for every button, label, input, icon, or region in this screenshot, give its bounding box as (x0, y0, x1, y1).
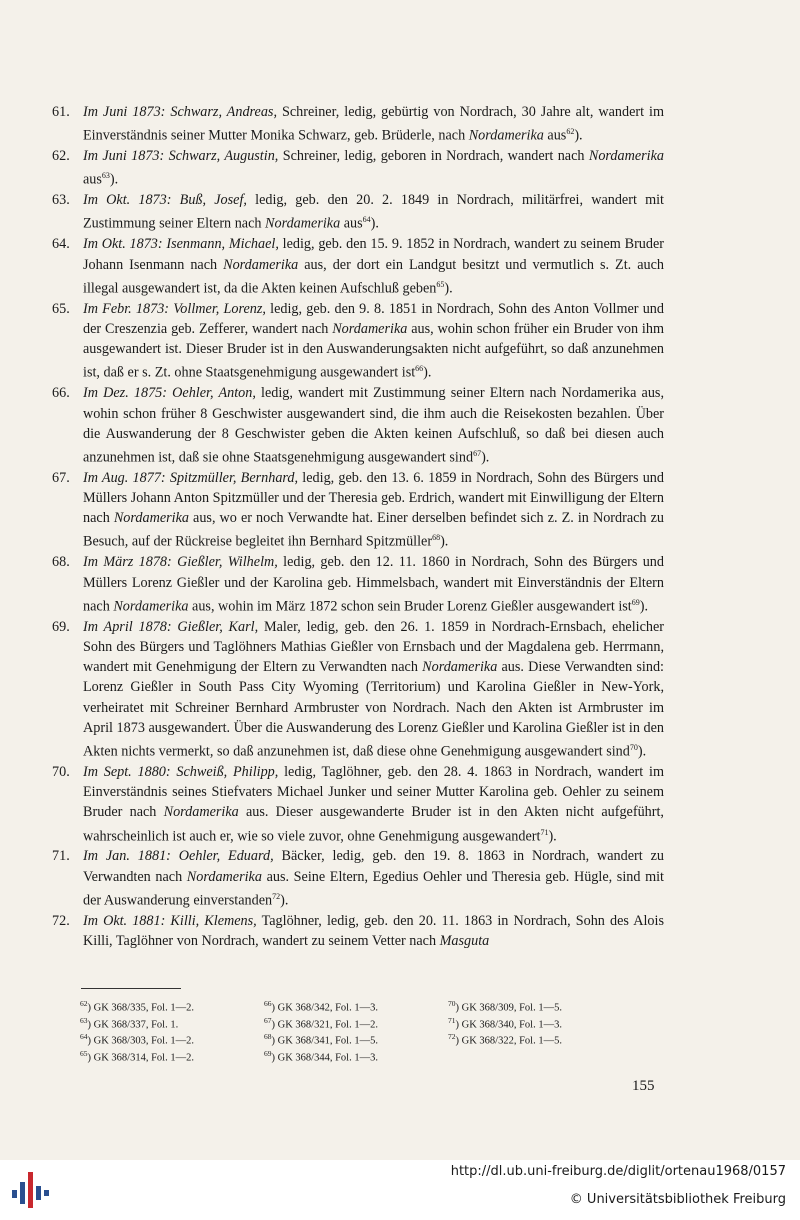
entry-date-and-name: Im Okt. 1873: Buß, Josef, (83, 192, 247, 209)
footnote-reference[interactable]: 68 (432, 533, 441, 543)
entry-number: 63. (52, 192, 70, 209)
footnote-text: GK 368/344, Fol. 1—3. (277, 1052, 378, 1063)
footnote-text: GK 368/314, Fol. 1—2. (93, 1052, 194, 1063)
emigration-entry (52, 299, 664, 384)
entry-closing-punctuation: ). (440, 534, 449, 551)
entry-text (83, 468, 664, 553)
footnote (80, 996, 264, 1013)
entry-closing-punctuation: ). (639, 598, 649, 615)
footnote-reference[interactable]: 64 (362, 215, 371, 225)
footnote-rule (81, 988, 181, 989)
footnote-reference[interactable]: 62 (566, 127, 575, 137)
entry-date-and-name: Im Febr. 1873: Vollmer, Lorenz, (83, 300, 266, 317)
footnote-text: GK 368/303, Fol. 1—2. (93, 1035, 194, 1047)
entry-body: ledig, geb. den 20. 2. 1849 in Nordrach, militärfrei, wandert mit Zustimmung seiner Eltern nach (83, 192, 664, 233)
footnote-text: GK 368/335, Fol. 1—2. (93, 1002, 194, 1014)
entry-text (83, 383, 664, 468)
footnote (80, 1029, 264, 1046)
footnote-bracket: ) (455, 1035, 462, 1047)
entry-body: ledig, geb. den 9. 8. 1851 in Nordrach, Sohn des Anton Vollmer und der Creszenzia geb. Zefferer, wandert nach (83, 300, 664, 337)
page-number: 155 (632, 1078, 655, 1094)
emigration-entry (52, 234, 664, 298)
footnote-reference[interactable]: 65 (436, 279, 445, 289)
footnote-number: 64 (80, 1032, 88, 1041)
entry-body-continued: aus. Dieser ausgewanderte Bruder ist in den Akten nicht aufgeführt, wahrscheinlich ist auch er, wie so viele zuvor, ohne Genehmigung ausgewandert (83, 804, 664, 845)
entry-destination: Nordamerika (163, 804, 239, 821)
footnote-bracket: ) (455, 1002, 462, 1014)
entry-body: Schreiner, ledig, geboren in Nordrach, wandert nach (278, 148, 589, 165)
entry-body-continued: aus. Diese Verwandten sind: Lorenz Gießler in South Pass City Wyoming (Territorium) und Karolina Gießler in New-York, verheiratet mit Schreiner Bernhard Armbruster von Nordrach. Nach den Akten ist Armbruster im April 1873 ausgewandert. Über die Auswanderung des Lorenz Gießler und Karolina Gießler ist in den Akten nichts vermerkt, so daß anzunehmen ist, daß diese ohne Genehmigung ausgewandert sind (83, 659, 664, 760)
footnote (264, 1013, 448, 1030)
footnote-bracket: ) (455, 1019, 462, 1030)
footnote-reference[interactable]: 63 (101, 171, 110, 181)
entry-destination: Nordamerika (113, 510, 189, 527)
footnote (448, 1013, 632, 1030)
emigration-entry (52, 102, 664, 146)
entry-body-continued: aus, der dort ein Landgut besitzt und vermutlich s. Zt. auch illegal ausgewandert ist, da die Akten keinen Aufschluß geben (83, 256, 664, 297)
footnote-text: GK 368/322, Fol. 1—5. (461, 1035, 562, 1047)
entry-closing-punctuation: ). (444, 280, 453, 297)
entry-date-and-name: Im Sept. 1880: Schweiß, Philipp, (83, 763, 279, 780)
footnote-reference[interactable]: 67 (473, 448, 482, 458)
footnote-reference[interactable]: 66 (415, 364, 424, 374)
footnote (264, 1046, 448, 1063)
entry-body: ledig, geb. den 15. 9. 1852 in Nordrach, wandert zu seinem Bruder Johann Isenmann nach (83, 236, 664, 273)
entry-number: 64. (52, 236, 70, 253)
footnote-text: GK 368/341, Fol. 1—5. (277, 1035, 378, 1047)
entry-date-and-name: Im Juni 1873: Schwarz, Augustin, (83, 148, 279, 165)
footnote-bracket: ) (271, 1035, 278, 1047)
footnote-text: GK 368/340, Fol. 1—3. (461, 1019, 562, 1030)
footnote-list (80, 996, 640, 1062)
footnote (448, 996, 632, 1013)
entry-number: 66. (52, 385, 70, 402)
entry-body-continued: aus (543, 127, 567, 144)
entry-text (83, 146, 664, 190)
entry-date-and-name: Im April 1878: Gießler, Karl, (83, 618, 259, 635)
entry-text (83, 552, 664, 616)
footnote-bracket: ) (87, 1052, 94, 1063)
footnote (80, 1013, 264, 1030)
entry-date-and-name: Im Okt. 1873: Isenmann, Michael, (83, 236, 279, 253)
entry-destination: Nordamerika (265, 216, 341, 233)
entry-date-and-name: Im Jan. 1881: Oehler, Eduard, (83, 848, 274, 865)
entry-destination: Nordamerika (223, 256, 299, 273)
entry-destination: Nordamerika (468, 127, 544, 144)
entry-body: Maler, ledig, geb. den 26. 1. 1859 in Nordrach-Ernsbach, ehelicher Sohn des Bürgers und Taglöhners Mathias Gießler von Ernsbach und der Magdalena geb. Herrmann, wandert mit Genehmigung der Eltern zu Verwandten nach (83, 618, 665, 676)
emigration-entry (52, 190, 664, 234)
footnote-reference[interactable]: 70 (629, 742, 638, 752)
entry-body: Bäcker, ledig, geb. den 19. 8. 1863 in Nordrach, wandert zu Verwandten nach (83, 848, 664, 885)
entry-body: Schreiner, ledig, gebürtig von Nordrach, 30 Jahre alt, wandert im Einverständnis seiner Mutter Monika Schwarz, geb. Brüderle, nach (83, 104, 664, 144)
entry-text (83, 299, 664, 384)
footnote-number: 70 (448, 999, 456, 1008)
entry-date-and-name: Im Dez. 1875: Oehler, Anton, (83, 385, 256, 402)
entry-text (83, 617, 664, 762)
emigration-entry (52, 552, 664, 616)
footnote-text: GK 368/321, Fol. 1—2. (277, 1019, 378, 1030)
entry-date-and-name: Im März 1878: Gießler, Wilhelm, (83, 554, 278, 571)
emigration-entry (52, 617, 664, 762)
footnote-number: 63 (80, 1015, 88, 1025)
footnote-bracket: ) (87, 1019, 94, 1030)
entry-body-continued: aus, wohin schon früher ein Bruder von ihm ausgewandert ist. Dieser Bruder ist in den Auswanderungsakten nicht aufgeführt, so daß anzunehmen ist, daß er s. Zt. ohne Staatsgenehmigung ausgewandert ist (83, 320, 664, 382)
emigration-entry (52, 146, 664, 190)
entry-body: ledig, Taglöhner, geb. den 28. 4. 1863 in Nordrach, wandert im Einverständnis seines Stiefvaters Michael Junker und seiner Mutter Karolina geb. Oehler zu seinem Bruder nach (83, 763, 664, 821)
entry-body-continued: aus. Seine Eltern, Egedius Oehler und Theresia geb. Hügle, sind mit der Auswanderung einverstanden (83, 868, 664, 909)
footnote-text: GK 368/342, Fol. 1—3. (277, 1002, 378, 1014)
entry-text (83, 234, 664, 298)
entry-closing-punctuation: ). (481, 449, 490, 466)
footnote-text: GK 368/309, Fol. 1—5. (461, 1002, 562, 1014)
library-logo-icon (10, 1168, 52, 1212)
entry-closing-punctuation: ). (574, 127, 583, 144)
footnote-number: 72 (448, 1032, 456, 1041)
entry-text (83, 846, 664, 910)
entry-date-and-name: Im Juni 1873: Schwarz, Andreas, (83, 104, 277, 120)
entry-destination: Nordamerika (422, 659, 498, 676)
entry-destination: Nordamerika (332, 320, 408, 337)
footnote-number: 65 (80, 1048, 88, 1058)
entry-body-continued: aus (83, 172, 102, 189)
emigration-entry (52, 383, 664, 468)
footnote-number: 67 (264, 1015, 272, 1025)
entry-body: ledig, geb. den 12. 11. 1860 in Nordrach, Sohn des Bürgers und Müllers Lorenz Gießler und der Karolina geb. Himmelsbach, wandert mit Einverständnis der Eltern nach (83, 554, 664, 615)
entry-destination: Masguta (439, 933, 490, 949)
permalink-url[interactable]: http://dl.ub.uni-freiburg.de/diglit/ortenau1968/0157 (450, 1164, 786, 1179)
emigration-entry (52, 846, 664, 910)
footnote (80, 1046, 264, 1063)
entry-number: 62. (52, 148, 70, 165)
emigration-entry (52, 468, 664, 553)
entry-body: Taglöhner, ledig, geb. den 20. 11. 1863 in Nordrach, Sohn des Alois Killi, Taglöhner von Nordrach, wandert zu seinem Vetter nach (83, 912, 664, 949)
emigration-entry (52, 762, 664, 847)
entry-text (83, 762, 664, 847)
footnote-number: 69 (264, 1048, 272, 1058)
emigration-entry-list (52, 102, 664, 951)
entry-body-continued: aus, wohin im März 1872 schon sein Bruder Lorenz Gießler ausgewandert ist (188, 598, 632, 615)
entry-body-continued: aus (340, 216, 363, 233)
entry-body-continued: aus, wo er noch Verwandte hat. Einer derselben befindet sich z. Z. in Nordrach zu Besuch, auf der Rückreise begleitet ihn Bernhard Spitzmüller (83, 510, 664, 551)
entry-number: 68. (52, 554, 70, 571)
entry-closing-punctuation: ). (423, 365, 432, 382)
entry-text (83, 102, 664, 146)
footnote-reference[interactable]: 71 (540, 827, 549, 837)
entry-date-and-name: Im Aug. 1877: Spitzmüller, Bernhard, (83, 469, 299, 486)
entry-date-and-name: Im Okt. 1881: Killi, Klemens, (83, 912, 257, 929)
entry-destination: Nordamerika (588, 148, 664, 165)
entry-number: 72. (52, 912, 70, 929)
entry-body: ledig, geb. den 13. 6. 1859 in Nordrach, Sohn des Bürgers und Müllers Johann Anton Spitzmüller und der Theresia geb. Erdrich, wandert mit Einwilligung der Eltern nach (83, 469, 664, 527)
copyright-notice: © Universitätsbibliothek Freiburg (569, 1192, 786, 1207)
entry-number: 67. (52, 469, 70, 486)
footnote-bracket: ) (271, 1052, 278, 1063)
library-footer (0, 1160, 800, 1220)
entry-closing-punctuation: ). (548, 828, 557, 845)
entry-closing-punctuation: ). (280, 892, 289, 909)
entry-text (83, 911, 664, 951)
entry-number: 71. (52, 848, 70, 865)
footnote-number: 71 (448, 1015, 456, 1025)
footnote-number: 66 (264, 999, 272, 1008)
entry-number: 70. (52, 763, 70, 780)
footnote-bracket: ) (87, 1002, 94, 1014)
entry-number: 69. (52, 618, 70, 635)
footnote (448, 1029, 632, 1046)
entry-body: ledig, wandert mit Zustimmung seiner Eltern nach Nordamerika aus, wohin schon früher 8 Geschwister ausgewandert sind, die ihm auch die Reisekosten bezahlen. Über die Auswanderung der 8 Geschwister geben die Akten keinen Aufschluß, so daß bei diesen auch anzunehmen ist, daß sie ohne Staatsgenehmigung ausgewandert sind (83, 385, 664, 466)
entry-text (83, 190, 664, 234)
entry-number: 65. (52, 300, 70, 317)
footnote (264, 996, 448, 1013)
footnote-reference[interactable]: 69 (631, 597, 640, 607)
footnote-bracket: ) (271, 1002, 278, 1014)
footnote-text: GK 368/337, Fol. 1. (93, 1019, 179, 1030)
entry-number: 61. (52, 104, 70, 120)
footnote-number: 68 (264, 1032, 272, 1041)
footnote-number: 62 (80, 999, 88, 1008)
footnote (264, 1029, 448, 1046)
entry-destination: Nordamerika (186, 868, 262, 885)
entry-closing-punctuation: ). (637, 743, 647, 760)
footnote-bracket: ) (87, 1035, 94, 1047)
footnote-bracket: ) (271, 1019, 278, 1030)
footnote-reference[interactable]: 72 (272, 891, 281, 901)
entry-destination: Nordamerika (113, 598, 189, 615)
entry-closing-punctuation: ). (370, 216, 379, 233)
emigration-entry (52, 911, 664, 951)
entry-closing-punctuation: ). (109, 172, 119, 189)
